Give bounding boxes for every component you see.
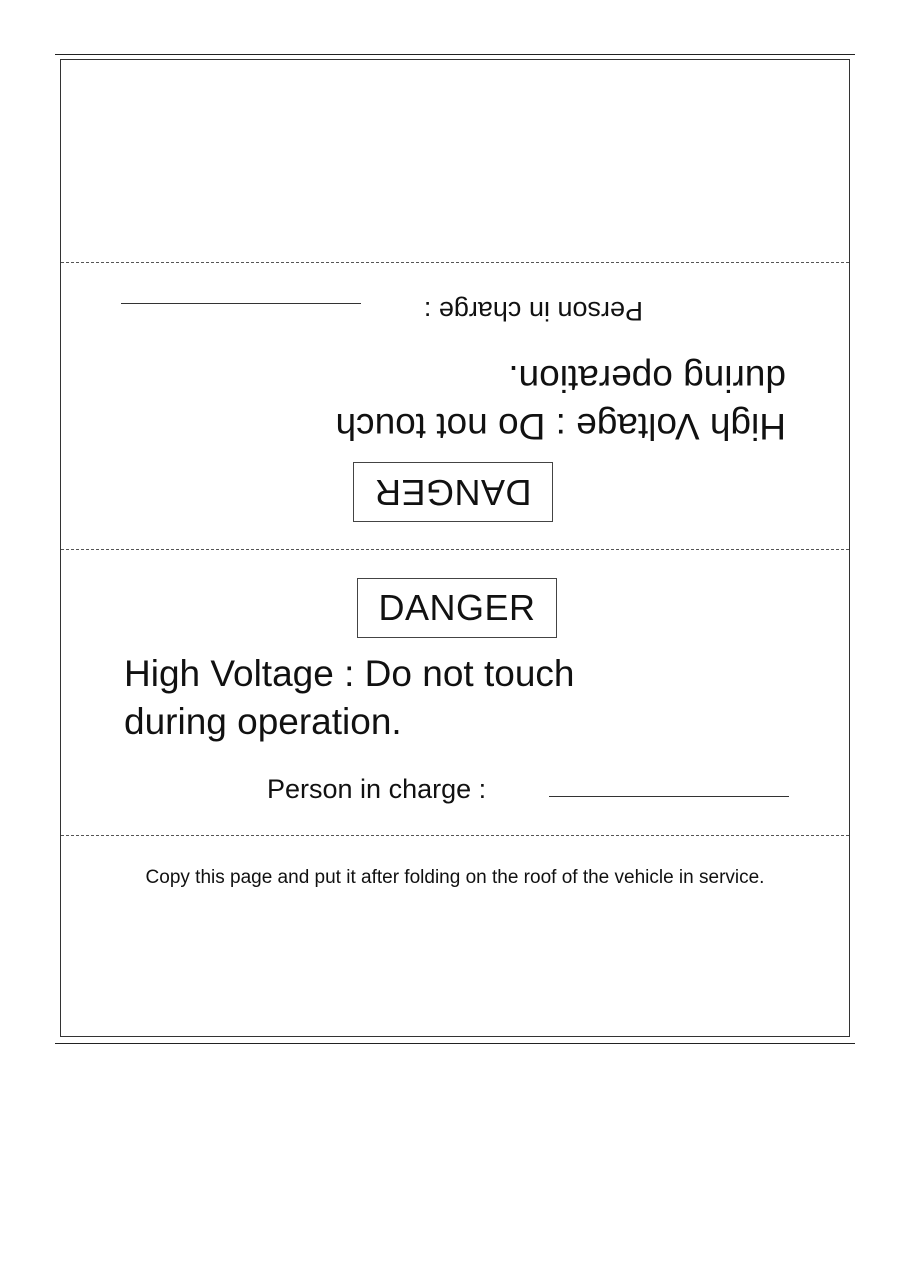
sign-panel-inverted — [61, 263, 849, 550]
fold-sheet — [60, 59, 850, 1037]
person-in-charge-label-inverted: Person in charge : — [423, 296, 643, 326]
warning-text — [124, 650, 574, 746]
warning-line-2: during operation. — [124, 701, 402, 742]
bottom-rule — [55, 1043, 855, 1044]
top-rule — [55, 54, 855, 55]
danger-label-inverted: DANGER — [353, 462, 553, 522]
signature-line — [549, 796, 789, 797]
danger-label: DANGER — [357, 578, 557, 638]
signature-line-inverted — [121, 303, 361, 304]
sign-panel — [61, 550, 849, 837]
instruction-text: Copy this page and put it after folding on the roof of the vehicle in service. — [145, 867, 765, 888]
warning-line-2-inverted: during operation. — [508, 358, 786, 399]
warning-text-inverted — [336, 354, 786, 450]
warning-line-1: High Voltage : Do not touch — [124, 653, 575, 694]
warning-line-1-inverted: High Voltage : Do not touch — [335, 406, 786, 447]
person-in-charge-label: Person in charge : — [267, 774, 487, 804]
